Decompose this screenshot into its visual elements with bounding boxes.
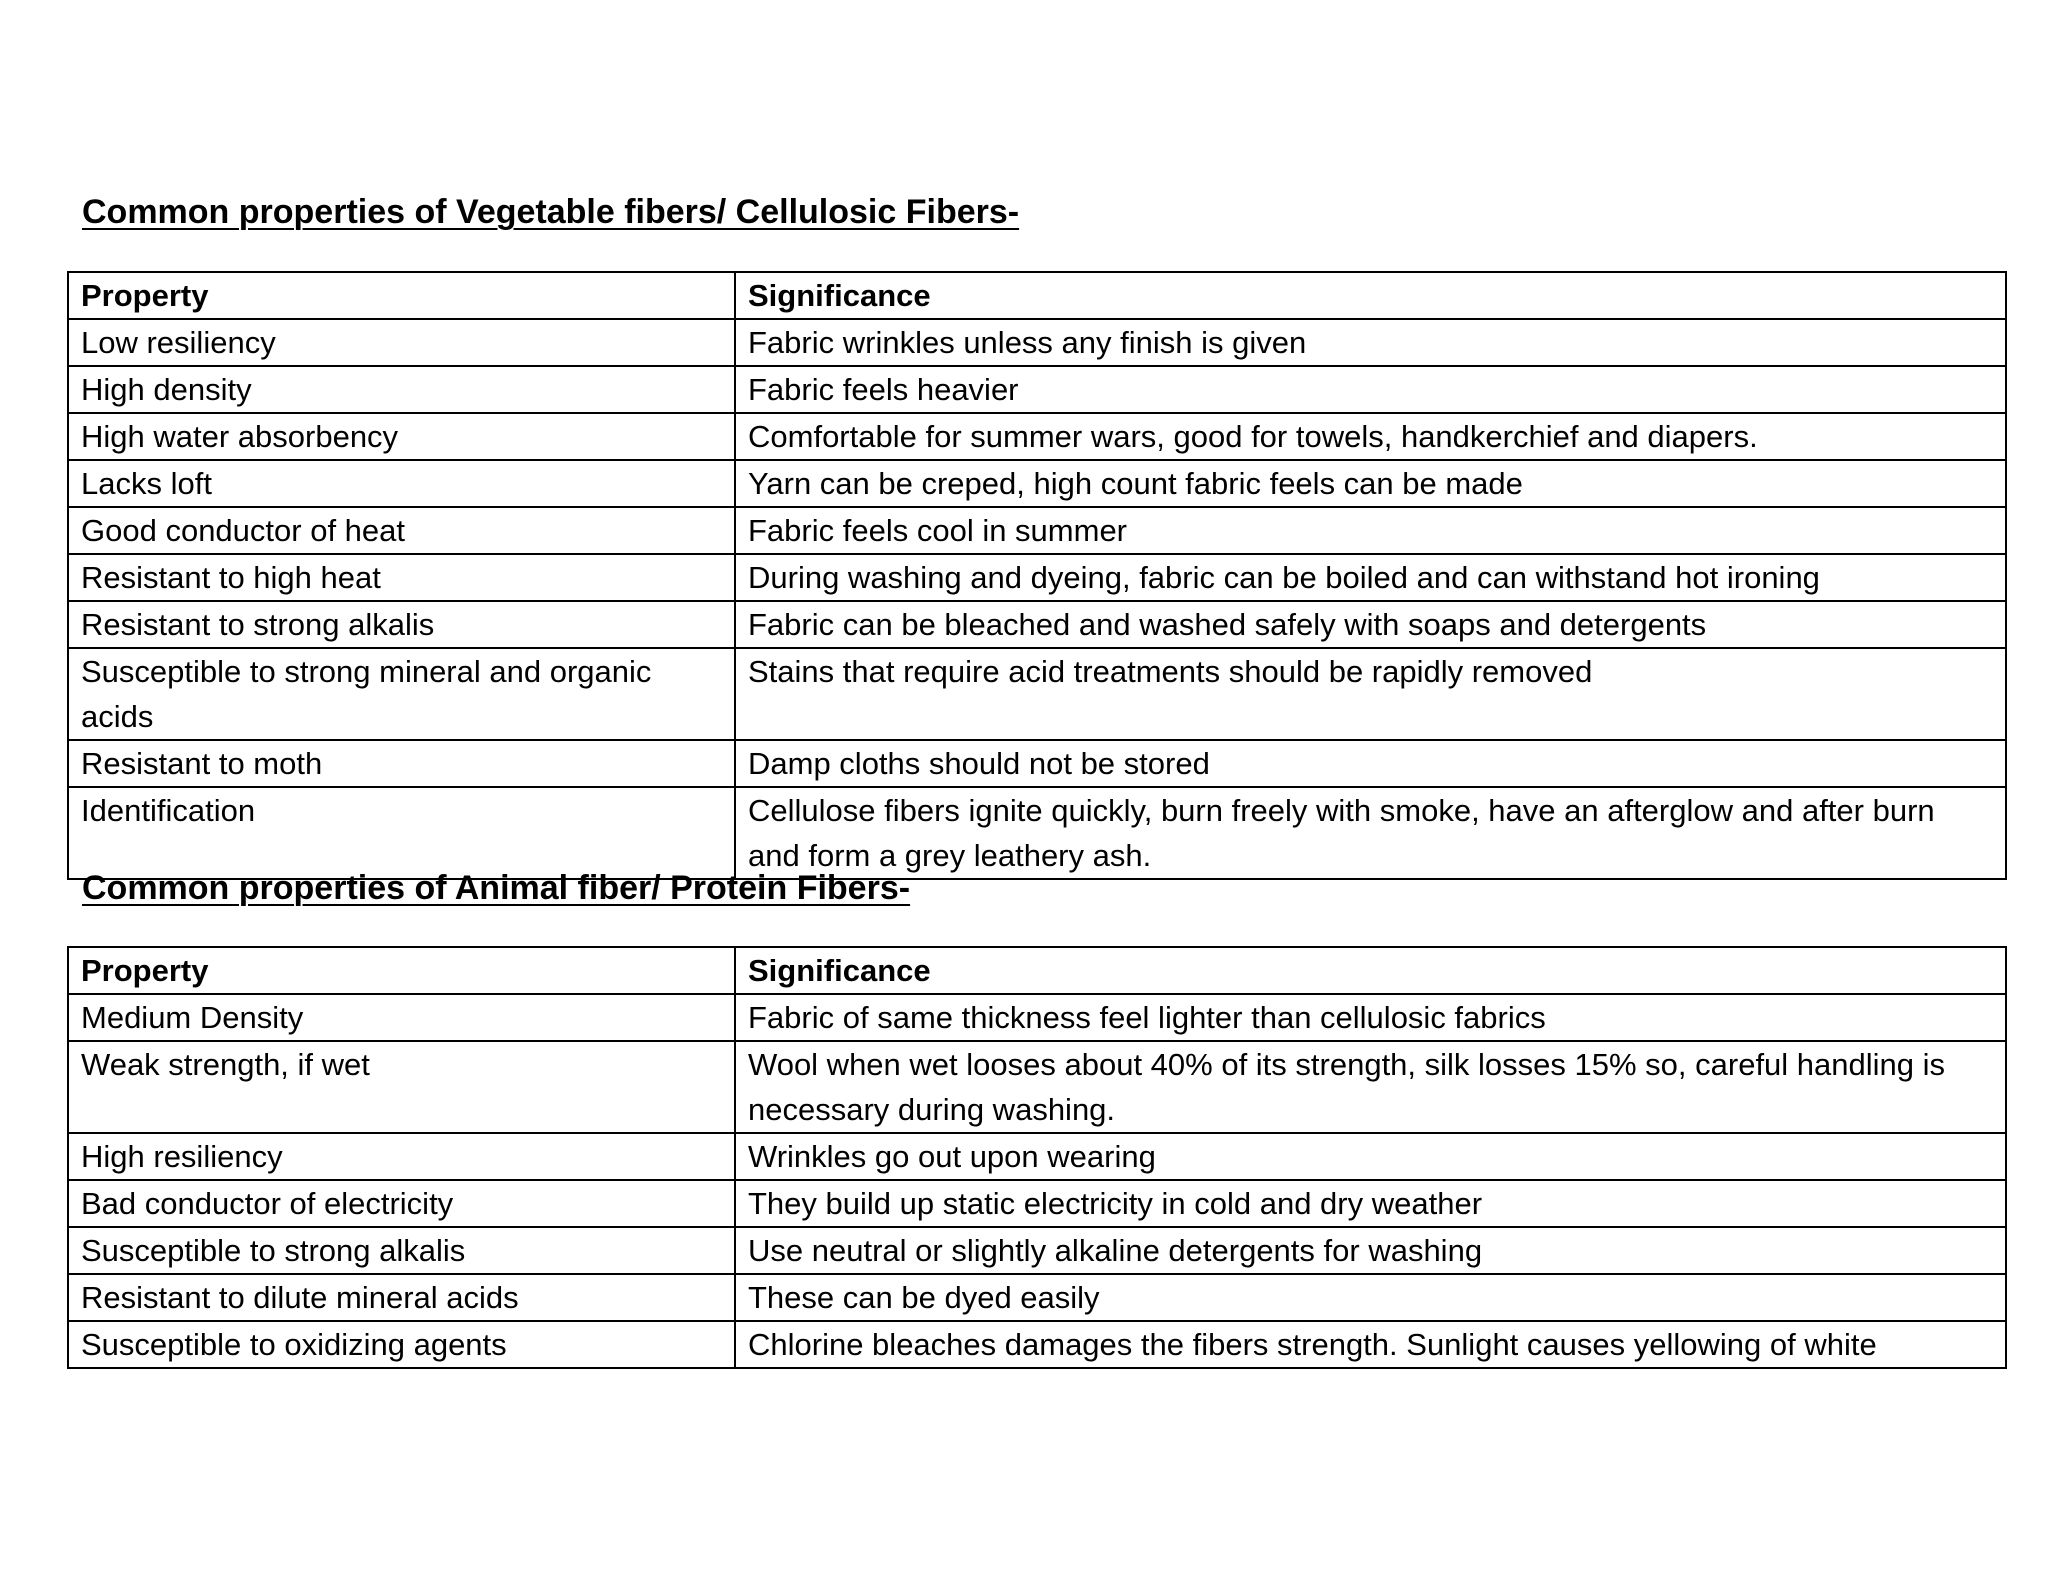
property-cell: Resistant to strong alkalis xyxy=(68,601,735,648)
table-row xyxy=(68,1041,2006,1133)
table-row xyxy=(68,1274,2006,1321)
table-row xyxy=(68,366,2006,413)
table-row xyxy=(68,1180,2006,1227)
header-property: Property xyxy=(68,272,735,319)
property-cell: High density xyxy=(68,366,735,413)
property-cell: Medium Density xyxy=(68,994,735,1041)
significance-cell: Wool when wet looses about 40% of its strength, silk losses 15% so, careful handling is necessary during washing. xyxy=(735,1041,2006,1133)
significance-cell: Damp cloths should not be stored xyxy=(735,740,2006,787)
significance-cell: Chlorine bleaches damages the fibers strength. Sunlight causes yellowing of white xyxy=(735,1321,2006,1368)
property-cell: Susceptible to oxidizing agents xyxy=(68,1321,735,1368)
significance-cell: These can be dyed easily xyxy=(735,1274,2006,1321)
property-cell: High resiliency xyxy=(68,1133,735,1180)
significance-cell: During washing and dyeing, fabric can be boiled and can withstand hot ironing xyxy=(735,554,2006,601)
animal-fibers-table xyxy=(67,946,2007,1369)
property-cell: Susceptible to strong alkalis xyxy=(68,1227,735,1274)
table-row xyxy=(68,1133,2006,1180)
significance-cell: Cellulose fibers ignite quickly, burn freely with smoke, have an afterglow and after burn and form a grey leathery ash. xyxy=(735,787,2006,879)
header-significance: Significance xyxy=(735,272,2006,319)
table-row xyxy=(68,1321,2006,1368)
table-header-row xyxy=(68,947,2006,994)
significance-cell: Fabric feels heavier xyxy=(735,366,2006,413)
table-row xyxy=(68,319,2006,366)
property-cell: Identification xyxy=(68,787,735,879)
significance-cell: They build up static electricity in cold and dry weather xyxy=(735,1180,2006,1227)
significance-cell: Use neutral or slightly alkaline detergents for washing xyxy=(735,1227,2006,1274)
property-cell: Weak strength, if wet xyxy=(68,1041,735,1133)
property-cell: Low resiliency xyxy=(68,319,735,366)
property-cell: Bad conductor of electricity xyxy=(68,1180,735,1227)
property-cell: Resistant to dilute mineral acids xyxy=(68,1274,735,1321)
significance-cell: Wrinkles go out upon wearing xyxy=(735,1133,2006,1180)
significance-cell: Fabric of same thickness feel lighter than cellulosic fabrics xyxy=(735,994,2006,1041)
heading-animal-fibers: Common properties of Animal fiber/ Protein Fibers- xyxy=(82,869,911,907)
property-cell: High water absorbency xyxy=(68,413,735,460)
table-row xyxy=(68,1227,2006,1274)
table-row xyxy=(68,740,2006,787)
property-cell: Resistant to moth xyxy=(68,740,735,787)
significance-cell: Comfortable for summer wars, good for towels, handkerchief and diapers. xyxy=(735,413,2006,460)
table-row xyxy=(68,507,2006,554)
property-cell: Resistant to high heat xyxy=(68,554,735,601)
table-header-row xyxy=(68,272,2006,319)
table-row xyxy=(68,460,2006,507)
significance-cell: Fabric feels cool in summer xyxy=(735,507,2006,554)
header-significance: Significance xyxy=(735,947,2006,994)
header-property: Property xyxy=(68,947,735,994)
table-row xyxy=(68,648,2006,740)
vegetable-fibers-table xyxy=(67,271,2007,880)
significance-cell: Fabric wrinkles unless any finish is given xyxy=(735,319,2006,366)
heading-vegetable-fibers: Common properties of Vegetable fibers/ Cellulosic Fibers- xyxy=(82,193,1020,231)
property-cell: Good conductor of heat xyxy=(68,507,735,554)
significance-cell: Yarn can be creped, high count fabric feels can be made xyxy=(735,460,2006,507)
table-row xyxy=(68,554,2006,601)
table-row xyxy=(68,413,2006,460)
table-row xyxy=(68,601,2006,648)
significance-cell: Stains that require acid treatments should be rapidly removed xyxy=(735,648,2006,740)
property-cell: Susceptible to strong mineral and organic acids xyxy=(68,648,735,740)
table-row xyxy=(68,787,2006,879)
property-cell: Lacks loft xyxy=(68,460,735,507)
significance-cell: Fabric can be bleached and washed safely with soaps and detergents xyxy=(735,601,2006,648)
table-row xyxy=(68,994,2006,1041)
